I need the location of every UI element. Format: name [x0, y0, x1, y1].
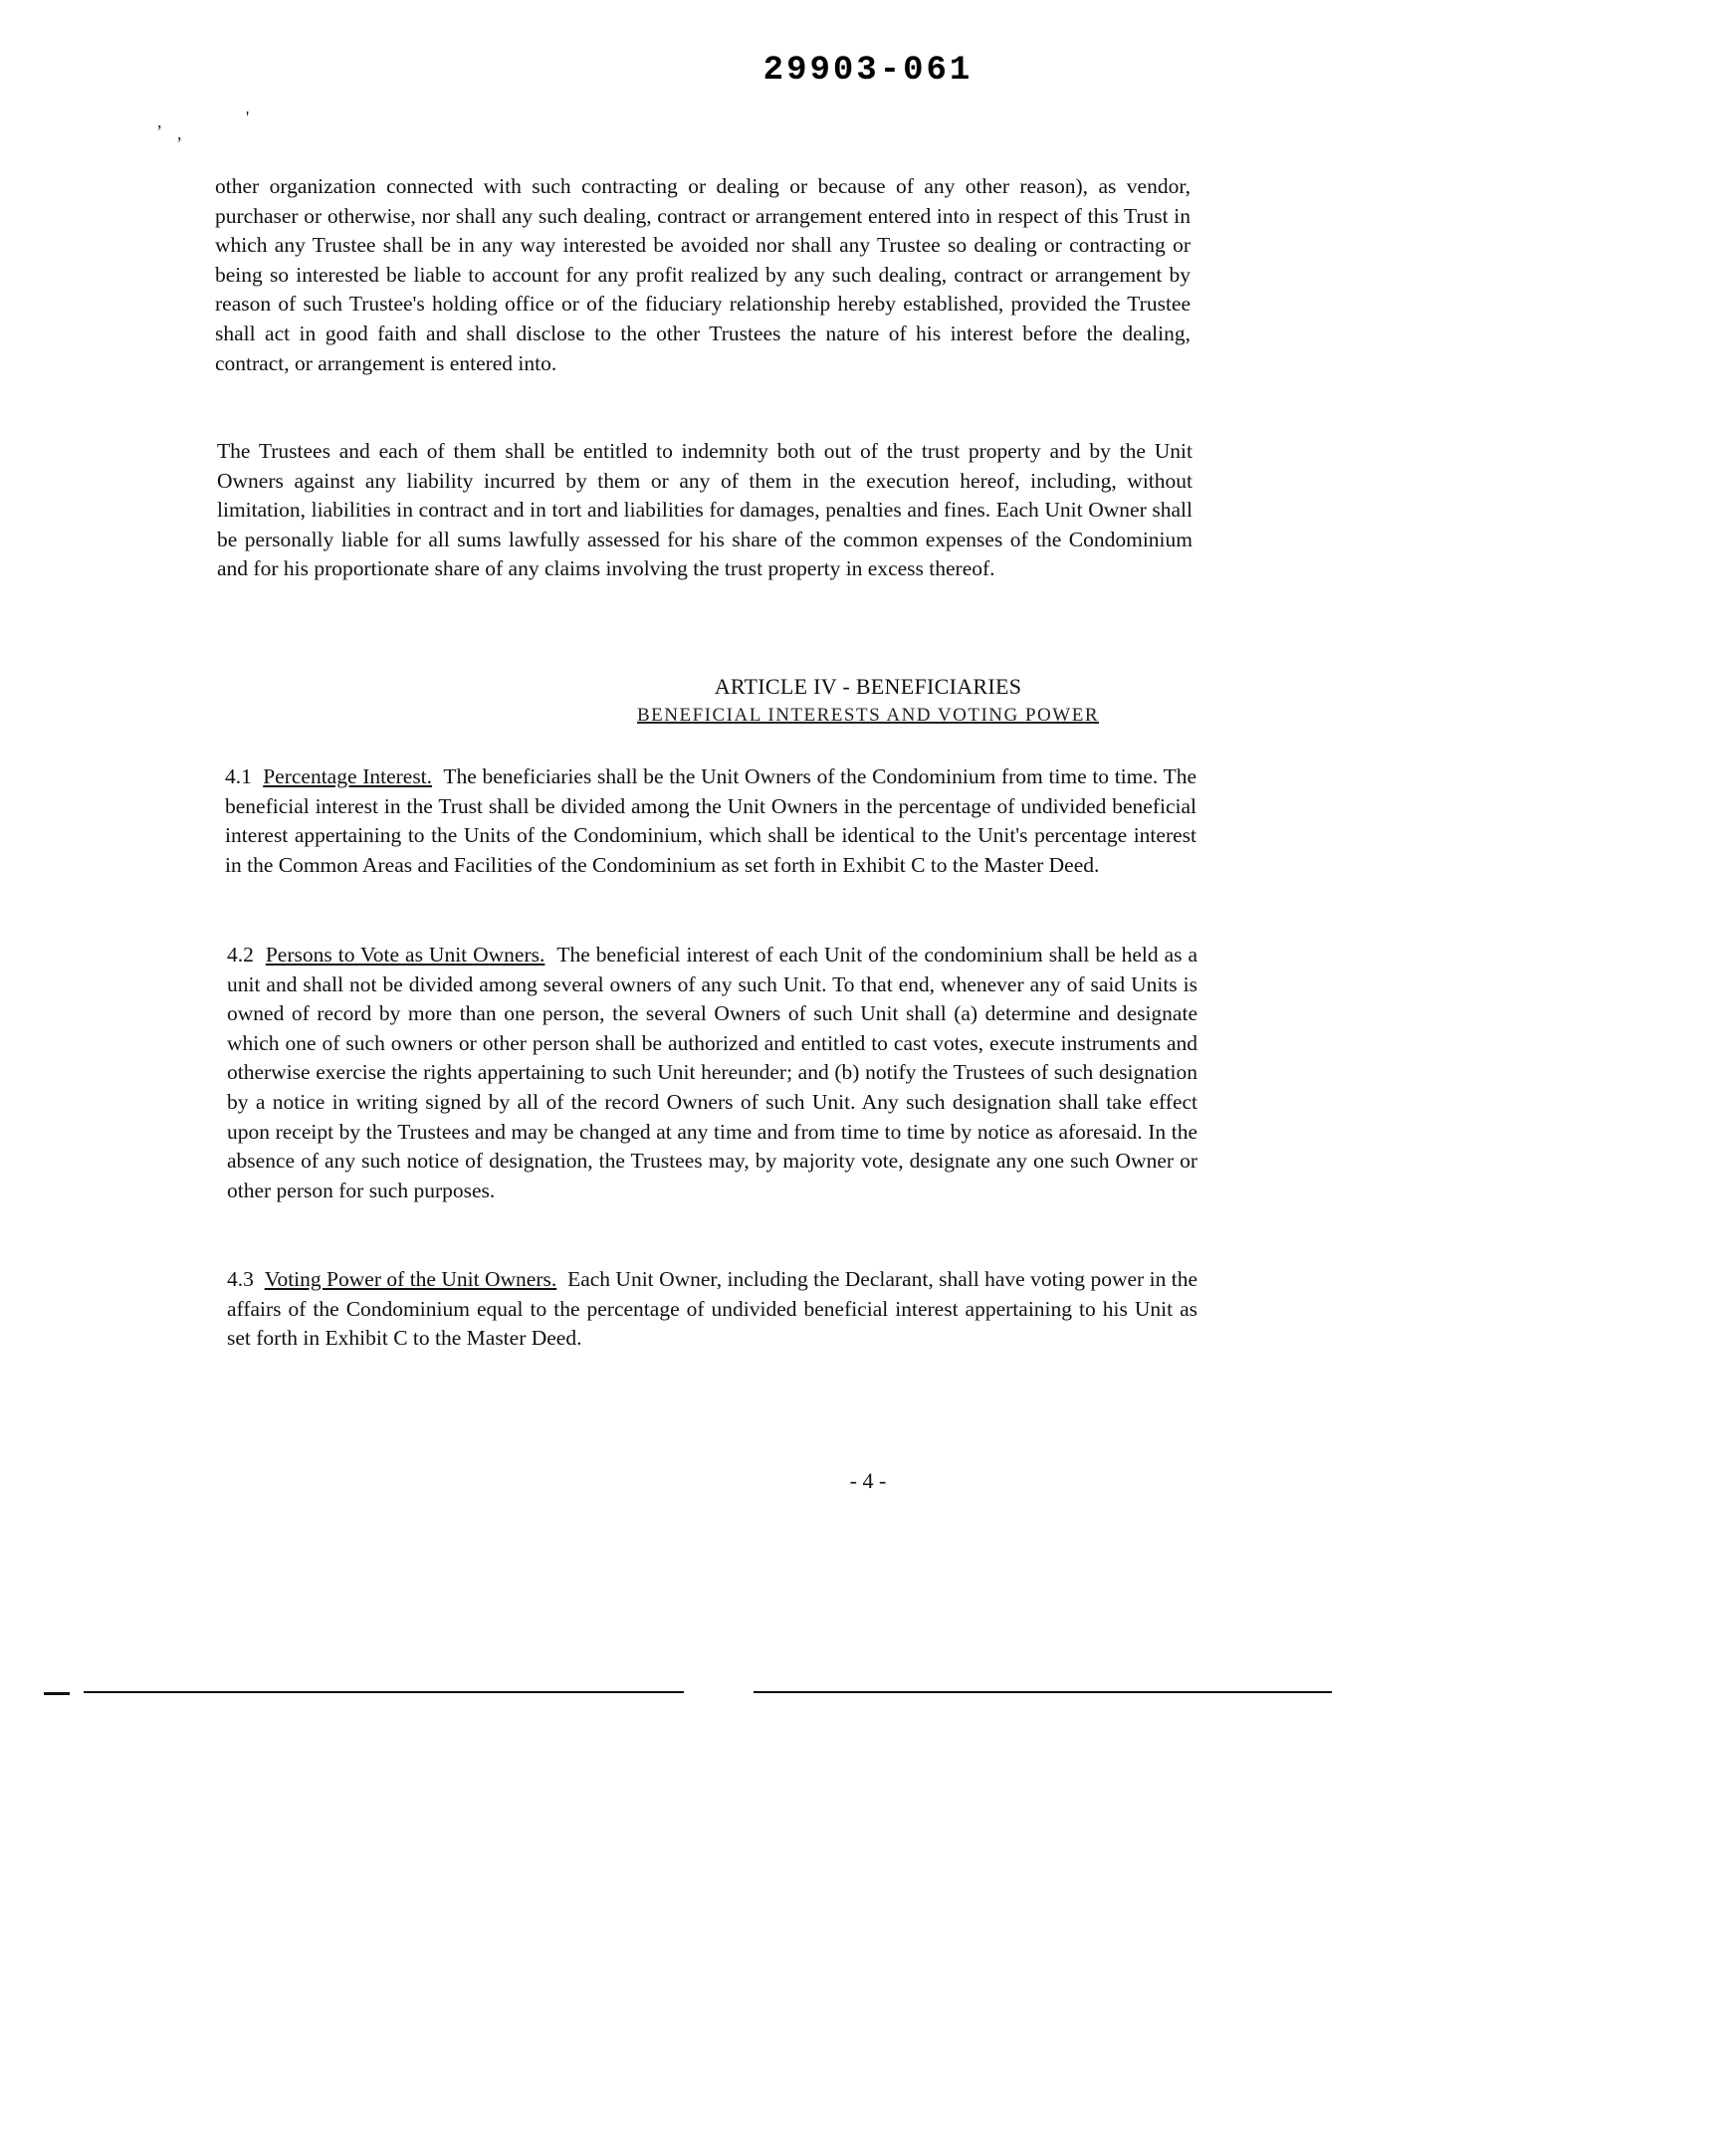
section-number: 4.3 [227, 1267, 254, 1291]
section-text: The beneficiaries shall be the Unit Owners of the Condominium from time to time. The beneficial interest in the Trust shall be divided among the Unit Owners in the percentage of undivided beneficial interest appertaining to the Units of the Condominium, which shall be identical to the Unit's percentage interest in the Common Areas and Facilities of the Condominium as set forth in Exhibit C to the Master Deed. [225, 764, 1197, 877]
scan-speck: ' [246, 108, 250, 127]
paragraph-continuation: other organization connected with such contracting or dealing or because of any other reason), as vendor, purchaser or otherwise, nor shall any such dealing, contract or arrangement entered into in respect of this Trust in which any Trustee shall be in any way interested be avoided nor shall any Trustee so dealing or contracting or being so interested be liable to account for any profit realized by any such dealing, contract or arrangement by reason of such Trustee's holding office or of the fiduciary relationship hereby established, provided the Trustee shall act in good faith and shall disclose to the other Trustees the nature of his interest before the dealing, contract, or arrangement is entered into. [215, 174, 1191, 375]
section-number: 4.1 [225, 764, 252, 788]
scan-speck: , [177, 123, 182, 143]
section-4-1 [225, 762, 1196, 880]
paragraph-indemnity: The Trustees and each of them shall be entitled to indemnity both out of the trust property and by the Unit Owners against any liability incurred by them or any of them in the execution hereof, including, without limitation, liabilities in contract and in tort and liabilities for damages, penalties and fines. Each Unit Owner shall be personally liable for all sums lawfully assessed for his share of the common expenses of the Condominium and for his proportionate share of any claims involving the trust property in excess thereof. [217, 439, 1193, 581]
section-heading: Voting Power of the Unit Owners. [264, 1267, 557, 1291]
section-heading: Persons to Vote as Unit Owners. [265, 943, 545, 967]
book-page-stamp: 29903-061 [762, 52, 974, 90]
section-4-2 [227, 941, 1197, 1205]
footer-rule-left [84, 1691, 684, 1693]
page-number: - 4 - [849, 1468, 887, 1493]
section-4-3 [227, 1265, 1197, 1354]
section-text: Each Unit Owner, including the Declarant, shall have voting power in the affairs of the Condominium equal to the percentage of undivided beneficial interest appertaining to his Unit as set forth in Exhibit C to the Master Deed. [227, 1267, 1197, 1351]
article-subtitle: BENEFICIAL INTERESTS AND VOTING POWER [637, 705, 1099, 726]
footer-rule-right [754, 1691, 1332, 1693]
article-title: ARTICLE IV - BENEFICIARIES [714, 674, 1022, 699]
section-number: 4.2 [227, 943, 254, 967]
scan-speck: , [157, 111, 162, 131]
section-heading: Percentage Interest. [263, 764, 433, 788]
footer-rule-dash [44, 1692, 70, 1695]
section-text: The beneficial interest of each Unit of the condominium shall be held as a unit and shall not be divided among several owners of any such Unit. To that end, whenever any of said Units is owned of record by more than one person, the several Owners of such Unit shall (a) determine and designate which one of such owners or other person shall be authorized and entitled to cast votes, execute instruments and otherwise exercise the rights appertaining to such Unit hereunder; and (b) notify the Trustees of such designation by a notice in writing signed by all of the record Owners of such Unit. Any such designation shall take effect upon receipt by the Trustees and may be changed at any time and from time to time by notice as aforesaid. In the absence of any such notice of designation, the Trustees may, by majority vote, designate any one such Owner or other person for such purposes. [227, 943, 1198, 1202]
